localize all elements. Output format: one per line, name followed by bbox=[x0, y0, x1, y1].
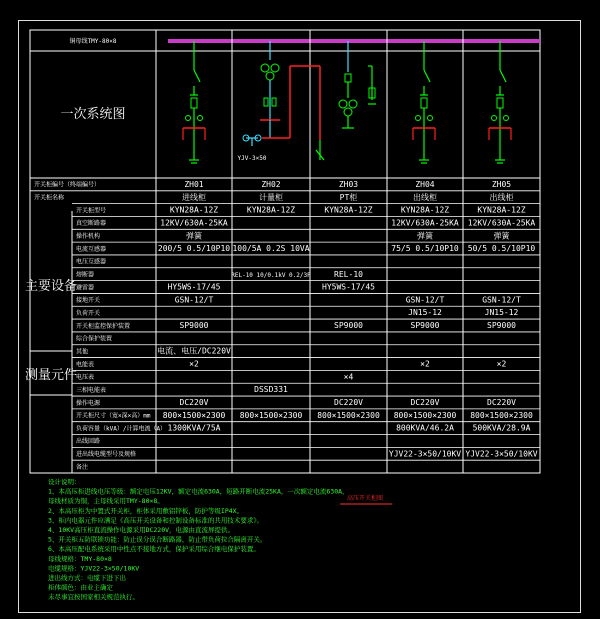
table-cell: KYN28A-12Z bbox=[324, 205, 373, 215]
table-cell: GSN-12/T bbox=[174, 295, 214, 305]
row-label: 出线回路 bbox=[76, 438, 101, 446]
table-cell: 800×1500×2300 bbox=[393, 410, 457, 420]
schematic-column-5 bbox=[489, 41, 511, 163]
table-cell: 500KVA/28.9A bbox=[472, 423, 531, 433]
row-label: 接地开关 bbox=[76, 297, 101, 305]
table-cell: DC220V bbox=[487, 398, 516, 408]
table-cell: 出线柜 bbox=[489, 192, 514, 202]
table-cell: 200/5 0.5/10P10 bbox=[157, 244, 231, 254]
table-cell: HY5WS-17/45 bbox=[322, 282, 375, 292]
table-cell: DC220V bbox=[410, 398, 440, 408]
table-cell: KYN28A-12Z bbox=[400, 205, 450, 215]
cable-label: YJV-3×50 bbox=[237, 155, 267, 162]
table-cell: 1300KVA/75A bbox=[167, 423, 221, 433]
table-cell: ZH05 bbox=[491, 179, 512, 189]
busbar-label: 铜母线TMY-80×8 bbox=[69, 38, 117, 45]
row-label: 开关柜尺寸（宽×深×高）mm bbox=[76, 412, 151, 420]
table-cell: 出线柜 bbox=[413, 192, 437, 202]
table-cell: DC220V bbox=[179, 398, 209, 408]
main-equipment-label: 主要设备 bbox=[24, 279, 78, 294]
note-line: 柜体颜色：由业主确定 bbox=[48, 583, 113, 592]
table-cell: 50/5 0.5/10P10 bbox=[467, 244, 536, 254]
row-label: 开关柜监控保护装置 bbox=[76, 322, 131, 330]
table-cell: YJV22-3×50/10KV bbox=[465, 449, 538, 459]
row-label: 三相电能表 bbox=[76, 386, 107, 394]
table-cell: SP9000 bbox=[410, 321, 440, 331]
schematic-column-2 bbox=[238, 41, 320, 162]
table-cell: PT柜 bbox=[339, 192, 358, 202]
table-cell: YJV22-3×50/10KV bbox=[388, 449, 462, 459]
table-cell: DSSD331 bbox=[254, 385, 288, 395]
table-cell: 弹簧 bbox=[417, 231, 433, 241]
row-label: 电压表 bbox=[76, 374, 95, 382]
table-cell: ZH01 bbox=[184, 179, 204, 189]
row-label: 操作机构 bbox=[76, 233, 101, 241]
note-line: 4、10KV高压柜直流操作电源采用DC220V，电源由直流屏提供。 bbox=[48, 526, 235, 534]
table-cell: 800×1500×2300 bbox=[162, 410, 226, 420]
schematic-column-4 bbox=[413, 41, 435, 163]
note-line: 设计说明： bbox=[48, 478, 81, 486]
table-cell: REL-10 bbox=[334, 269, 363, 279]
row-label: 开关柜型号 bbox=[76, 207, 107, 215]
row-label: 负荷开关 bbox=[76, 309, 101, 317]
table-cell: REL-10 10/0.1kV 0.2/3P bbox=[231, 271, 311, 279]
table-cell: 800KVA/46.2A bbox=[396, 423, 454, 433]
table-cell: 12KV/630A-25KA bbox=[467, 218, 536, 228]
row-label: 负荷容量（kVA）/计算电流（A） bbox=[76, 425, 167, 433]
table-cell: SP9000 bbox=[179, 321, 209, 331]
table-cell: 12KV/630A-25KA bbox=[391, 218, 459, 228]
primary-system-label: 一次系统图 bbox=[60, 107, 126, 122]
design-notes bbox=[48, 477, 349, 601]
note-line: 6、本高压配电系统采用中性点不接地方式，保护采用综合继电保护装置。 bbox=[48, 545, 260, 554]
row-label: 熔断器 bbox=[76, 271, 95, 279]
note-line: 5、开关柜五防联锁功能：防止误分误合断路器，防止带负荷拉合隔离开关。 bbox=[48, 535, 267, 544]
row-label: 进出线电缆型号及规格 bbox=[76, 451, 137, 459]
table-cell: ×2 bbox=[420, 359, 430, 369]
note-line: 1、本高压柜进线电压等级：额定电压12KV，额定电流630A，短路开断电流25KA，一次额定电流630A， bbox=[48, 487, 349, 496]
table-cell: GSN-12/T bbox=[405, 295, 445, 305]
row-label: 电压互感器 bbox=[76, 258, 107, 266]
table-cell: SP9000 bbox=[487, 321, 516, 331]
note-line: 母线规格：TMY-80×8 bbox=[48, 554, 112, 563]
table-cell: ×2 bbox=[496, 359, 507, 369]
schematic-column-1 bbox=[183, 41, 205, 163]
note-line: 进出线方式：电缆下进下出 bbox=[48, 574, 126, 582]
table-cell: ZH03 bbox=[338, 179, 359, 189]
table-cell: 800×1500×2300 bbox=[317, 410, 380, 420]
row-label: 电流互感器 bbox=[76, 245, 107, 253]
table-cell: JN15-12 bbox=[484, 308, 519, 318]
row-label: 真空断路器 bbox=[76, 220, 107, 228]
table-cell: KYN28A-12Z bbox=[169, 205, 219, 215]
table-cell: 电流、电压/DC220V bbox=[157, 346, 231, 356]
note-line: 3、柜内电器元件应满足《高压开关设备和控制设备标准的共用技术要求》。 bbox=[48, 516, 264, 525]
measuring-label: 测量元件 bbox=[24, 368, 78, 383]
row-label: 其他 bbox=[76, 348, 89, 356]
table-cell: ×4 bbox=[343, 372, 354, 382]
table-cell: 800×1500×2300 bbox=[470, 410, 533, 420]
row-label: 备注 bbox=[76, 463, 89, 471]
table-cell: 计量柜 bbox=[259, 192, 283, 202]
table-cell: 弹簧 bbox=[186, 231, 202, 241]
table-cell: ×2 bbox=[189, 359, 199, 369]
table-cell: GSN-12/T bbox=[482, 295, 521, 305]
note-line: 母线材质为铜，主母线采用TMY-80×8。 bbox=[48, 497, 164, 506]
table-cell: ZH04 bbox=[415, 179, 435, 189]
row-label: 操作电源 bbox=[76, 399, 101, 407]
schematic-column-3 bbox=[316, 41, 376, 160]
table-cell: KYN28A-12Z bbox=[246, 205, 296, 215]
table-cell: 进线柜 bbox=[182, 192, 206, 202]
table-cell: 800×1500×2300 bbox=[239, 410, 303, 420]
table-cell: 75/5 0.5/10P10 bbox=[391, 244, 459, 254]
row-label: 电能表 bbox=[76, 361, 95, 369]
row-label: 综合保护装置 bbox=[76, 335, 113, 343]
table-cell: HY5WS-17/45 bbox=[167, 282, 221, 292]
table-cell: JN15-12 bbox=[408, 308, 442, 318]
row-label: 开关柜名称 bbox=[34, 194, 65, 202]
table-cell: SP9000 bbox=[334, 321, 363, 331]
note-line: 未尽事宜按国家相关规范执行。 bbox=[48, 593, 139, 602]
table-cell: ZH02 bbox=[261, 179, 281, 189]
table-cell: KYN28A-12Z bbox=[477, 205, 526, 215]
table-cell: DC220V bbox=[334, 398, 363, 408]
row-label: 开关柜编号（终端编号） bbox=[34, 181, 101, 189]
row-label: 避雷器 bbox=[76, 284, 95, 292]
table-cell: 12KV/630A-25KA bbox=[160, 218, 228, 228]
notes-title: 高压开关柜图 bbox=[346, 495, 384, 502]
table-cell: 100/5A 0.2S 10VA bbox=[232, 244, 310, 254]
note-line: 2、本高压柜为中置式开关柜，柜体采用敷铝锌板，防护等级IP4X。 bbox=[48, 506, 244, 515]
note-line: 电缆规格：YJV22-3×50/10KV bbox=[48, 564, 140, 573]
table-cell: 弹簧 bbox=[493, 231, 510, 241]
